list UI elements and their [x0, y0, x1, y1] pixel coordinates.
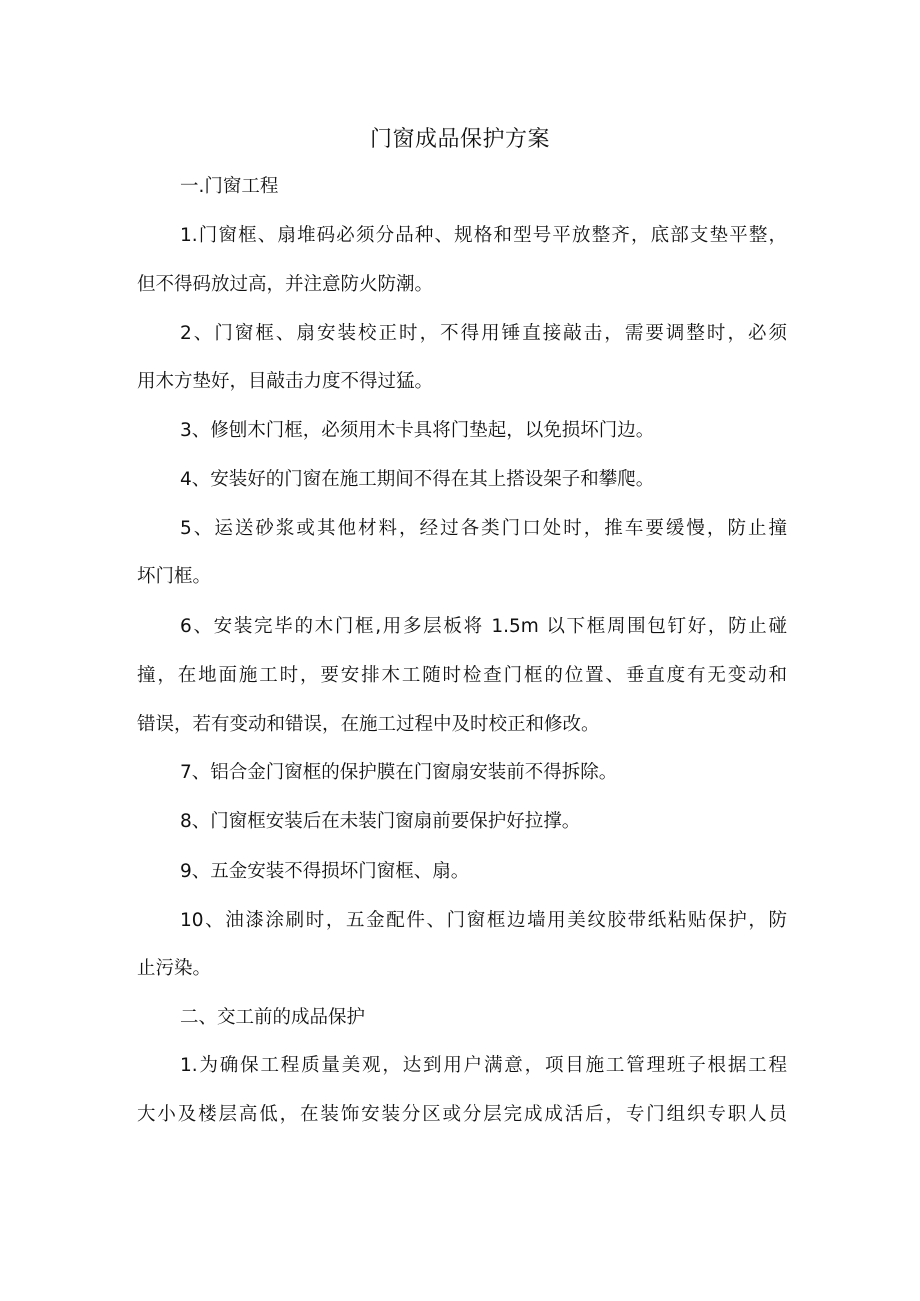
- paragraph-line: 9、五金安装不得损坏门窗框、扇。: [180, 861, 470, 882]
- paragraph-line: 6、安装完毕的木门框,用多层板将 1.5m 以下框周围包钉好，防止碰: [180, 616, 787, 637]
- paragraph-line: 4、安装好的门窗在施工期间不得在其上搭设架子和攀爬。: [180, 469, 655, 490]
- section-heading: 二、交工前的成品保护: [180, 1007, 366, 1028]
- paragraph-line: 2、门窗框、扇安装校正时，不得用锤直接敲击，需要调整时，必须: [180, 323, 787, 344]
- paragraph-line: 7、铝合金门窗框的保护膜在门窗扇安装前不得拆除。: [180, 762, 618, 783]
- paragraph-line: 但不得码放过高，并注意防火防潮。: [137, 274, 434, 295]
- section-heading: 一.门窗工程: [180, 176, 279, 197]
- paragraph-line: 5、运送砂浆或其他材料，经过各类门口处时，推车要缓慢，防止撞: [180, 518, 787, 539]
- paragraph-line: 10、油漆涂刷时，五金配件、门窗框边墙用美纹胶带纸粘贴保护，防: [180, 910, 787, 931]
- paragraph-line: 错误，若有变动和错误，在施工过程中及时校正和修改。: [137, 714, 600, 735]
- paragraph-line: 坏门框。: [137, 566, 212, 587]
- paragraph-line: 用木方垫好，目敲击力度不得过猛。: [137, 371, 434, 392]
- paragraph-line: 1.为确保工程质量美观，达到用户满意，项目施工管理班子根据工程: [180, 1055, 787, 1076]
- paragraph-line: 1.门窗框、扇堆码必须分品种、规格和型号平放整齐，底部支垫平整，: [180, 225, 787, 246]
- paragraph-line: 8、门窗框安装后在未装门窗扇前要保护好拉撑。: [180, 811, 581, 832]
- document-title: 门窗成品保护方案: [369, 127, 550, 152]
- paragraph-line: 止污染。: [137, 958, 212, 979]
- paragraph-line: 撞，在地面施工时，要安排木工随时检查门框的位置、垂直度有无变动和: [137, 665, 787, 686]
- paragraph-line: 大小及楼层高低，在装饰安装分区或分层完成成活后，专门组织专职人员: [137, 1104, 787, 1125]
- paragraph-line: 3、修刨木门框，必须用木卡具将门垫起，以免损坏门边。: [180, 420, 655, 441]
